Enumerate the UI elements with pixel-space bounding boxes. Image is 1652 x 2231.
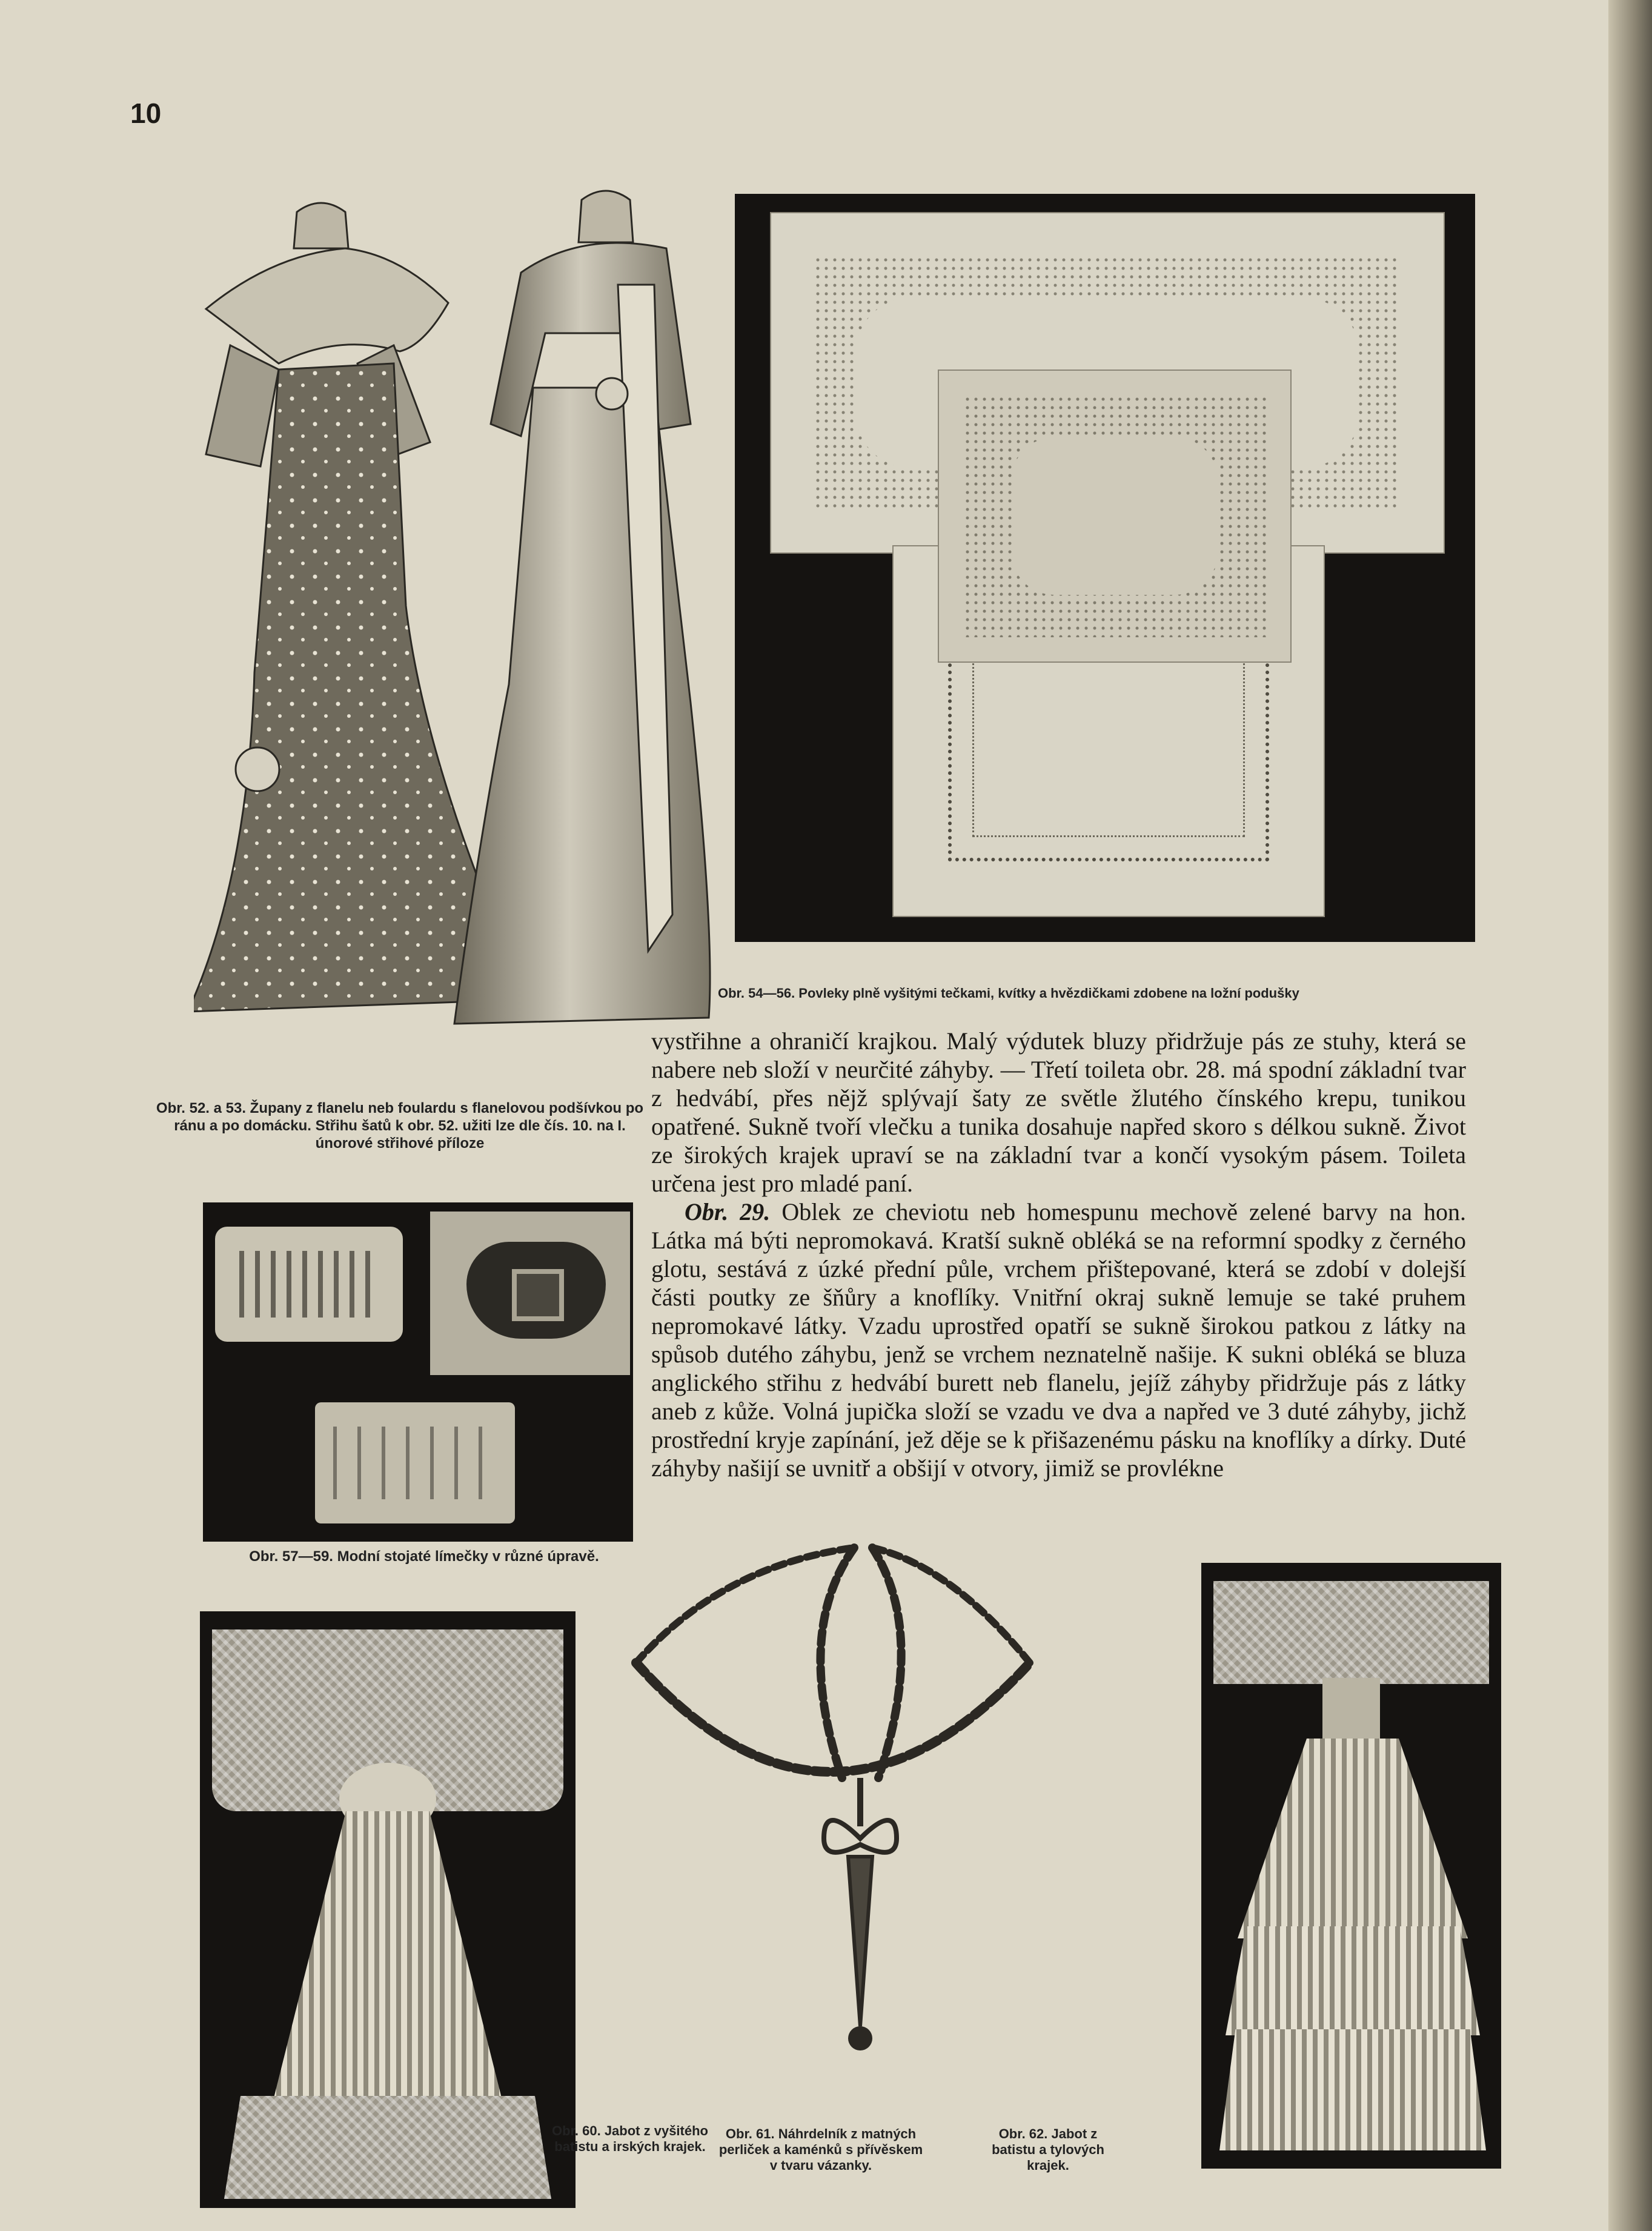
- figure-reference-label: Obr. 29.: [685, 1198, 771, 1225]
- jabot-irish-lace-photo: [200, 1611, 576, 2208]
- jabot-tulle-tier-1: [1238, 1739, 1468, 1938]
- jabot-tulle-tier-2: [1226, 1926, 1480, 2035]
- page-edge-shadow: [1608, 0, 1652, 2231]
- article-paragraph-2: [651, 1198, 1466, 1482]
- jabot-tulle-tier-3: [1219, 2029, 1486, 2150]
- caption-fig52-53: Obr. 52. a 53. Župany z flanelu neb foulardu s flanelovou podšívkou po ránu a po domácku. Střihu šatů k obr. 52. užiti lze dle čís. 10. na I. únorové střihové příloze: [156, 1100, 644, 1152]
- gowns-illustration: [194, 188, 721, 1060]
- article-paragraph-1: vystřihne a ohraničí krajkou. Malý výdutek bluzy přidržuje pás ze stuhy, která se nabere neb složí v neurčité záhyby. — Třetí toileta obr. 28. má spodní základní tvar z hedvábí, přes nějž splývají šaty ze světle žlutého čínského krepu, tunikou opatřené. Sukně tvoří vlečku a tunika dosahuje napřed skoro s délkou sukně. Život ze širokých krajek upraví se na základní tvar a končí vysokým pásem. Toileta určena jest pro mladé paní.: [651, 1027, 1466, 1197]
- caption-fig54-56: Obr. 54—56. Povleky plně vyšitými tečkami, kvítky a hvězdičkami zdobene na ložní podušky: [718, 986, 1299, 1001]
- article-text: [651, 1027, 1466, 1482]
- jabot-lace-hem: [224, 2096, 551, 2199]
- jabot-tulle-collar: [1213, 1581, 1489, 1684]
- page-number: 10: [130, 98, 162, 129]
- collar-buttoned: [315, 1402, 515, 1523]
- collars-photo: [203, 1202, 633, 1542]
- collar-bow: [430, 1212, 630, 1375]
- caption-fig57-59: Obr. 57—59. Modní stojaté límečky v různé úpravě.: [249, 1548, 599, 1565]
- jabot-tulle-lace-photo: [1201, 1563, 1501, 2169]
- caption-fig60: Obr. 60. Jabot z vyšitého batistu a irských krajek.: [552, 2123, 708, 2154]
- caption-fig62: Obr. 62. Jabot z batistu a tylových krajek.: [992, 2126, 1104, 2173]
- pillowcase-small: [938, 370, 1292, 663]
- necklace-illustration: [612, 1542, 1060, 2099]
- collar-pleated: [215, 1227, 403, 1342]
- caption-fig61: Obr. 61. Náhrdelník z matných perliček a kaménků s přívěskem v tvaru vázanky.: [718, 2126, 923, 2173]
- article-paragraph-2-text: Oblek ze cheviotu neb homespunu mechově zelené barvy na hon. Látka má býti nepromokavá. Kratší sukně obléká se na reformní spodky z černého glotu, sestává z úzké přední půle, vrchem přištepované, která se zdobí v dolejší části poutky ze šňůry a knoflíky. Vnitřní okraj sukně lemuje se také pruhem nepromokavé látky. Vzadu uprostřed opatří se sukně širokou patkou z látky na spůsob dutého záhybu, jenž se vrchem neznatelně našije. K sukni obléká se bluza anglického střihu z hedvábí burett neb flanelu, jejíž záhyby přidržuje pás z látky aneb z kůže. Volná jupička složí se vzadu ve dva a napřed ve 3 duté záhyby, jichž prostřední kryje zapínání, jež děje se k přišazenému pásku na knoflíky a dírky. Duté záhyby našijí se uvnitř a obšijí v otvory, jimiž se provlékne: [651, 1198, 1467, 1482]
- pillowcases-photo: [735, 194, 1475, 942]
- jabot-tulle-knot: [1322, 1678, 1380, 1745]
